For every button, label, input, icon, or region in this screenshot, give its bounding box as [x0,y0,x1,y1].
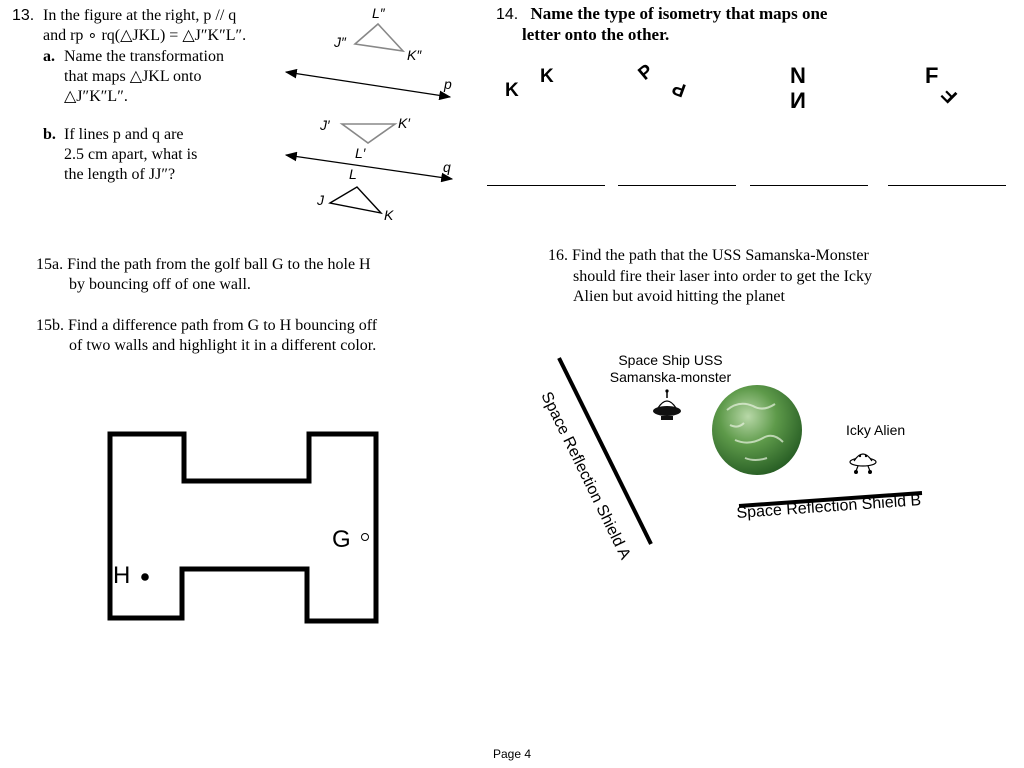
spaceship-icon [653,389,681,420]
alien-label: Icky Alien [846,422,906,438]
problem-16-line-3: Alien but avoid hitting the planet [573,288,785,305]
part-a-line-3: △J″K″L″. [64,88,128,105]
letter-pair-4-a: F [925,63,939,88]
letter-pair-2-a: P [634,60,658,85]
answer-blank-4[interactable] [888,185,1006,186]
label-line-q: q [443,159,451,175]
label-j-double-prime: J″ [334,34,346,50]
golf-ball-icon [362,534,369,541]
planet-icon [712,385,802,475]
problem-15b-line-1: 15b. Find a difference path from G to H bouncing off [36,317,378,334]
problem-15b-line-2: of two walls and highlight it in a different color. [69,337,377,354]
problem-15a [36,255,416,295]
part-b-line-1: If lines p and q are [64,126,184,143]
letter-pair-1-a: K [505,80,519,101]
hole-label: H [113,562,131,589]
letter-pair-1-b: K [540,66,554,87]
problem-13-line-2: and rp ∘ rq(△JKL) = △J″K″L″. [43,27,247,44]
spaceship-label [598,352,743,386]
answer-blank-3[interactable] [750,185,868,186]
problem-16-line-1: 16. Find the path that the USS Samanska-Monster [548,247,869,264]
problem-13-number: 13. [12,7,35,24]
letter-pair-4-b: F [937,82,962,107]
problem-15b [36,316,416,356]
label-l: L [349,166,357,182]
triangle-j1k1l1 [342,124,395,143]
hole-icon [141,573,149,581]
problem-14-line-1: Name the type of isometry that maps one [530,4,828,23]
spaceship-label-line-2: Samanska-monster [609,369,732,385]
triangle-jkl [330,187,381,213]
problem-14-number: 14. [496,6,519,23]
label-j-prime: J′ [320,117,330,133]
page-number: Page 4 [492,747,532,761]
label-l-double-prime: L″ [372,5,385,21]
letter-pair-2-b: P [669,76,689,101]
answer-blank-1[interactable] [487,185,605,186]
part-a-label: a. [43,48,55,65]
label-l-prime: L′ [355,145,366,161]
shield-a-label: Space Reflection Shield A [537,389,634,563]
line-q [286,155,452,179]
label-k: K [384,207,394,223]
part-b-line-2: 2.5 cm apart, what is [64,146,198,163]
problem-14 [496,4,827,45]
label-k-double-prime: K″ [407,47,422,63]
part-b-label: b. [43,126,56,143]
problem-13-line-1: In the figure at the right, p // q [43,7,237,24]
alien-icon [850,454,876,474]
golf-ball-label: G [332,526,351,553]
answer-blank-2[interactable] [618,185,736,186]
problem-16-line-2: should fire their laser into order to get the Icky [573,267,873,285]
label-line-p: p [444,76,452,92]
problem-14-line-2: letter onto the other. [522,25,670,44]
letter-pair-3-a: N [790,63,806,88]
problem-15a-line-1: 15a. Find the path from the golf ball G to the hole H [36,256,371,273]
part-b-line-3: the length of JJ″? [64,166,176,183]
part-a-line-2: that maps △JKL onto [64,68,202,85]
problem-16 [548,246,908,308]
triangle-j2k2l2 [355,24,403,51]
spaceship-label-line-1: Space Ship USS [618,352,723,368]
letter-pair-3-b: N [790,88,806,113]
problem-15a-line-2: by bouncing off of one wall. [69,276,251,293]
part-a-line-1: Name the transformation [64,48,224,65]
shield-b-label: Space Reflection Shield B [736,492,922,522]
line-p [286,72,450,97]
label-j: J [317,192,324,208]
label-k-prime: K′ [398,115,410,131]
